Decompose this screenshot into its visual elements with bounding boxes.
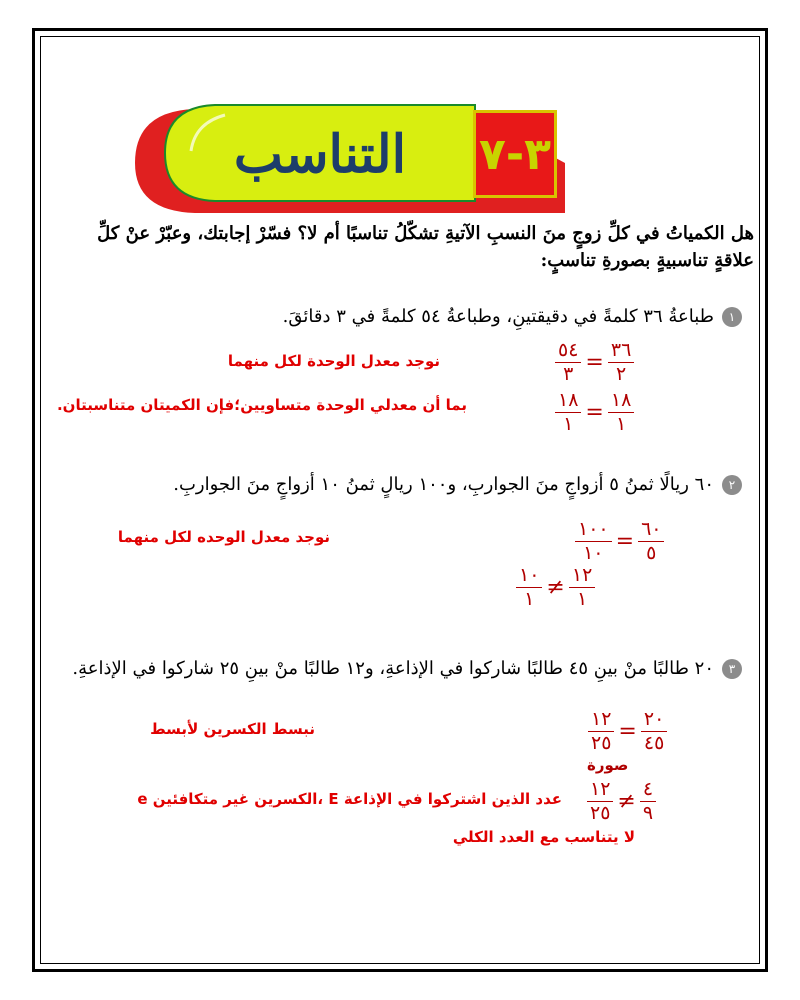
question-1 <box>283 306 742 327</box>
fraction: $\frac{١٨}{١}$ <box>555 391 581 434</box>
question-number-icon: ٣ <box>722 659 742 679</box>
section-number-badge: ٣-٧ <box>473 110 557 198</box>
note: نوجد معدل الوحدة لكل منهما <box>227 352 440 370</box>
fraction: $\frac{٤}{٩}$ <box>640 780 656 823</box>
fraction: $\frac{٥٤}{٣}$ <box>555 341 581 384</box>
note: e الكسرين غير متكافئين، E عدد الذين اشتركوا في الإذاعة <box>137 790 562 808</box>
fraction: $\frac{١٢}{١}$ <box>569 566 595 609</box>
label: صورة <box>587 756 629 774</box>
lesson-title: التناسب <box>233 123 407 185</box>
equation: $\frac{١٠٠}{١٠}$ = $\frac{٦٠}{٥}$ <box>575 520 664 563</box>
note: نوجد معدل الوحده لكل منهما <box>117 528 330 546</box>
fraction: $\frac{١٨}{١}$ <box>608 391 634 434</box>
note: لا يتناسب مع العدد الكلي <box>452 828 635 846</box>
question-3 <box>72 658 742 679</box>
note: بما أن معدلي الوحدة متساويين؛فإن الكميتان متناسبتان. <box>56 396 467 414</box>
question-text: ٦٠ ريالًا ثمنُ ٥ أزواجٍ منَ الجواربِ، و١٠٠ ريالٍ ثمنُ ١٠ أزواجٍ منَ الجواربِ. <box>173 474 714 495</box>
fraction: $\frac{٣٦}{٢}$ <box>608 341 634 384</box>
question-2 <box>173 474 742 495</box>
question-number-icon: ٢ <box>722 475 742 495</box>
equation: $\frac{١٨}{١}$ = $\frac{١٨}{١}$ <box>555 391 634 434</box>
fraction: $\frac{٦٠}{٥}$ <box>638 520 664 563</box>
equation: $\frac{١٢}{٢٥}$ = $\frac{٢٠}{٤٥}$ <box>588 710 667 753</box>
note: نبسط الكسرين لأبسط <box>150 720 315 738</box>
fraction: $\frac{٢٠}{٤٥}$ <box>641 710 667 753</box>
equation: $\frac{١٢}{٢٥}$ ≠ $\frac{٤}{٩}$ <box>587 780 656 823</box>
fraction: $\frac{١٢}{٢٥}$ <box>588 710 614 753</box>
fraction: $\frac{١٠}{١}$ <box>516 566 542 609</box>
equation: $\frac{٥٤}{٣}$ = $\frac{٣٦}{٢}$ <box>555 341 634 384</box>
instructions-text: هل الكمياتُ في كلِّ زوجٍ منَ النسبِ الآتيةِ تشكّلُ تناسبًا أم لا؟ فسّرْ إجابتك، وعبّرْ عنْ كلِّ علاقةٍ تناسبيةٍ بصورةِ تناسبٍ: <box>97 223 754 271</box>
equation: $\frac{١٠}{١}$ ≠ $\frac{١٢}{١}$ <box>516 566 595 609</box>
fraction: $\frac{١٠٠}{١٠}$ <box>575 520 612 563</box>
question-number-icon: ١ <box>722 307 742 327</box>
question-text: طباعةُ ٣٦ كلمةً في دقيقتينِ، وطباعةُ ٥٤ كلمةً في ٣ دقائقَ. <box>282 306 714 327</box>
question-text: ٢٠ طالبًا منْ بينِ ٤٥ طالبًا شاركوا في الإذاعةِ، و١٢ طالبًا منْ بينِ ٢٥ شاركوا في الإذاعةِ. <box>72 658 714 679</box>
fraction: $\frac{١٢}{٢٥}$ <box>587 780 613 823</box>
